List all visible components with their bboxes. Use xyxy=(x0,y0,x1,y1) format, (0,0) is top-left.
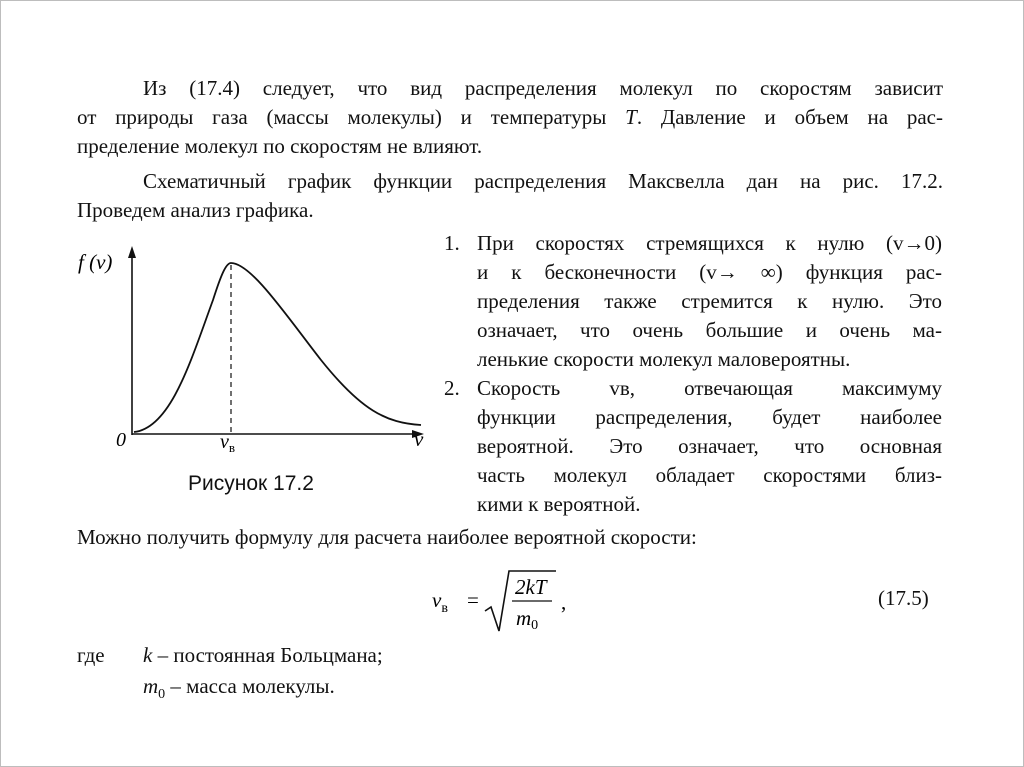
analysis-list xyxy=(444,229,942,519)
paragraph-1-line-3: пределение молекул по скоростям не влияют. xyxy=(77,134,483,158)
maxwell-distribution-figure xyxy=(76,240,436,500)
peak-velocity-symbol: v xyxy=(220,431,229,453)
formula-lhs-subscript: в xyxy=(441,601,448,616)
paragraph-2-line-1: Схематичный график функции распределения Максвелла дан на рис. 17.2. xyxy=(143,169,943,193)
formula-equals: = xyxy=(467,588,479,612)
definitions-list xyxy=(143,640,543,710)
list-item-line: Скорость vв, отвечающая максимуму xyxy=(477,376,942,400)
equation-number: (17.5) xyxy=(878,586,929,610)
formula-comma: , xyxy=(561,590,567,614)
definition-k-symbol: k xyxy=(143,643,153,667)
formula-numerator: 2kT xyxy=(515,575,547,599)
most-probable-velocity-formula xyxy=(430,567,610,637)
list-item-line: и к бесконечности (v→ ∞) функция рас- xyxy=(477,260,942,284)
list-item-line: пределения также стремится к нулю. Это xyxy=(477,289,942,313)
formula-denominator-subscript: 0 xyxy=(531,618,539,633)
origin-label: 0 xyxy=(116,429,126,451)
definition-k-text: – постоянная Больцмана; xyxy=(152,643,383,667)
paragraph-1-line-2 xyxy=(77,103,943,132)
list-item-number: 2. xyxy=(444,376,460,400)
paragraph-1-line-1: Из (17.4) следует, что вид распределения молекул по скоростям зависит xyxy=(143,76,943,100)
list-item-line: означает, что очень большие и очень ма- xyxy=(477,318,942,342)
y-axis-arrow xyxy=(128,246,136,258)
list-item-line: ленькие скорости молекул маловероятны. xyxy=(477,347,851,371)
y-axis-label: f (v) xyxy=(78,250,113,274)
paragraph-1-line-2-text: от природы газа (массы молекулы) и температуры xyxy=(77,105,626,129)
definition-m0-subscript: 0 xyxy=(158,687,166,703)
figure-caption: Рисунок 17.2 xyxy=(188,472,314,495)
definition-m0 xyxy=(143,671,543,710)
formula-denominator-symbol: m xyxy=(516,606,532,630)
list-item-line: кими к вероятной. xyxy=(477,492,641,516)
list-item-1 xyxy=(444,229,942,374)
definition-m0-text: – масса молекулы. xyxy=(165,674,335,698)
list-item-2 xyxy=(444,374,942,519)
formula-denominator xyxy=(516,606,538,633)
x-axis-label: v xyxy=(414,427,424,451)
paragraph-1 xyxy=(77,74,943,161)
list-item-line: вероятной. Это означает, что основная xyxy=(477,434,942,458)
definition-k xyxy=(143,640,543,671)
paragraph-1-line-2-end: . Давление и объем на рас- xyxy=(636,105,943,129)
list-item-line: функции распределения, будет наиболее xyxy=(477,405,942,429)
definition-m0-symbol: m xyxy=(143,674,159,698)
list-item-line: При скоростях стремящихся к нулю (v→0) xyxy=(477,231,942,255)
formula-lhs-symbol: v xyxy=(432,588,442,612)
paragraph-2 xyxy=(77,167,943,225)
temperature-symbol: T xyxy=(625,105,637,129)
peak-velocity-subscript: в xyxy=(228,440,236,455)
list-item-number: 1. xyxy=(444,231,460,255)
paragraph-2-line-2: Проведем анализ графика. xyxy=(77,198,314,222)
paragraph-3: Можно получить формулу для расчета наиболее вероятной скорости: xyxy=(77,525,697,549)
formula-lhs xyxy=(432,588,448,616)
distribution-curve xyxy=(134,263,421,432)
list-item-line: часть молекул обладает скоростями близ- xyxy=(477,463,942,487)
where-label: где xyxy=(77,643,105,667)
